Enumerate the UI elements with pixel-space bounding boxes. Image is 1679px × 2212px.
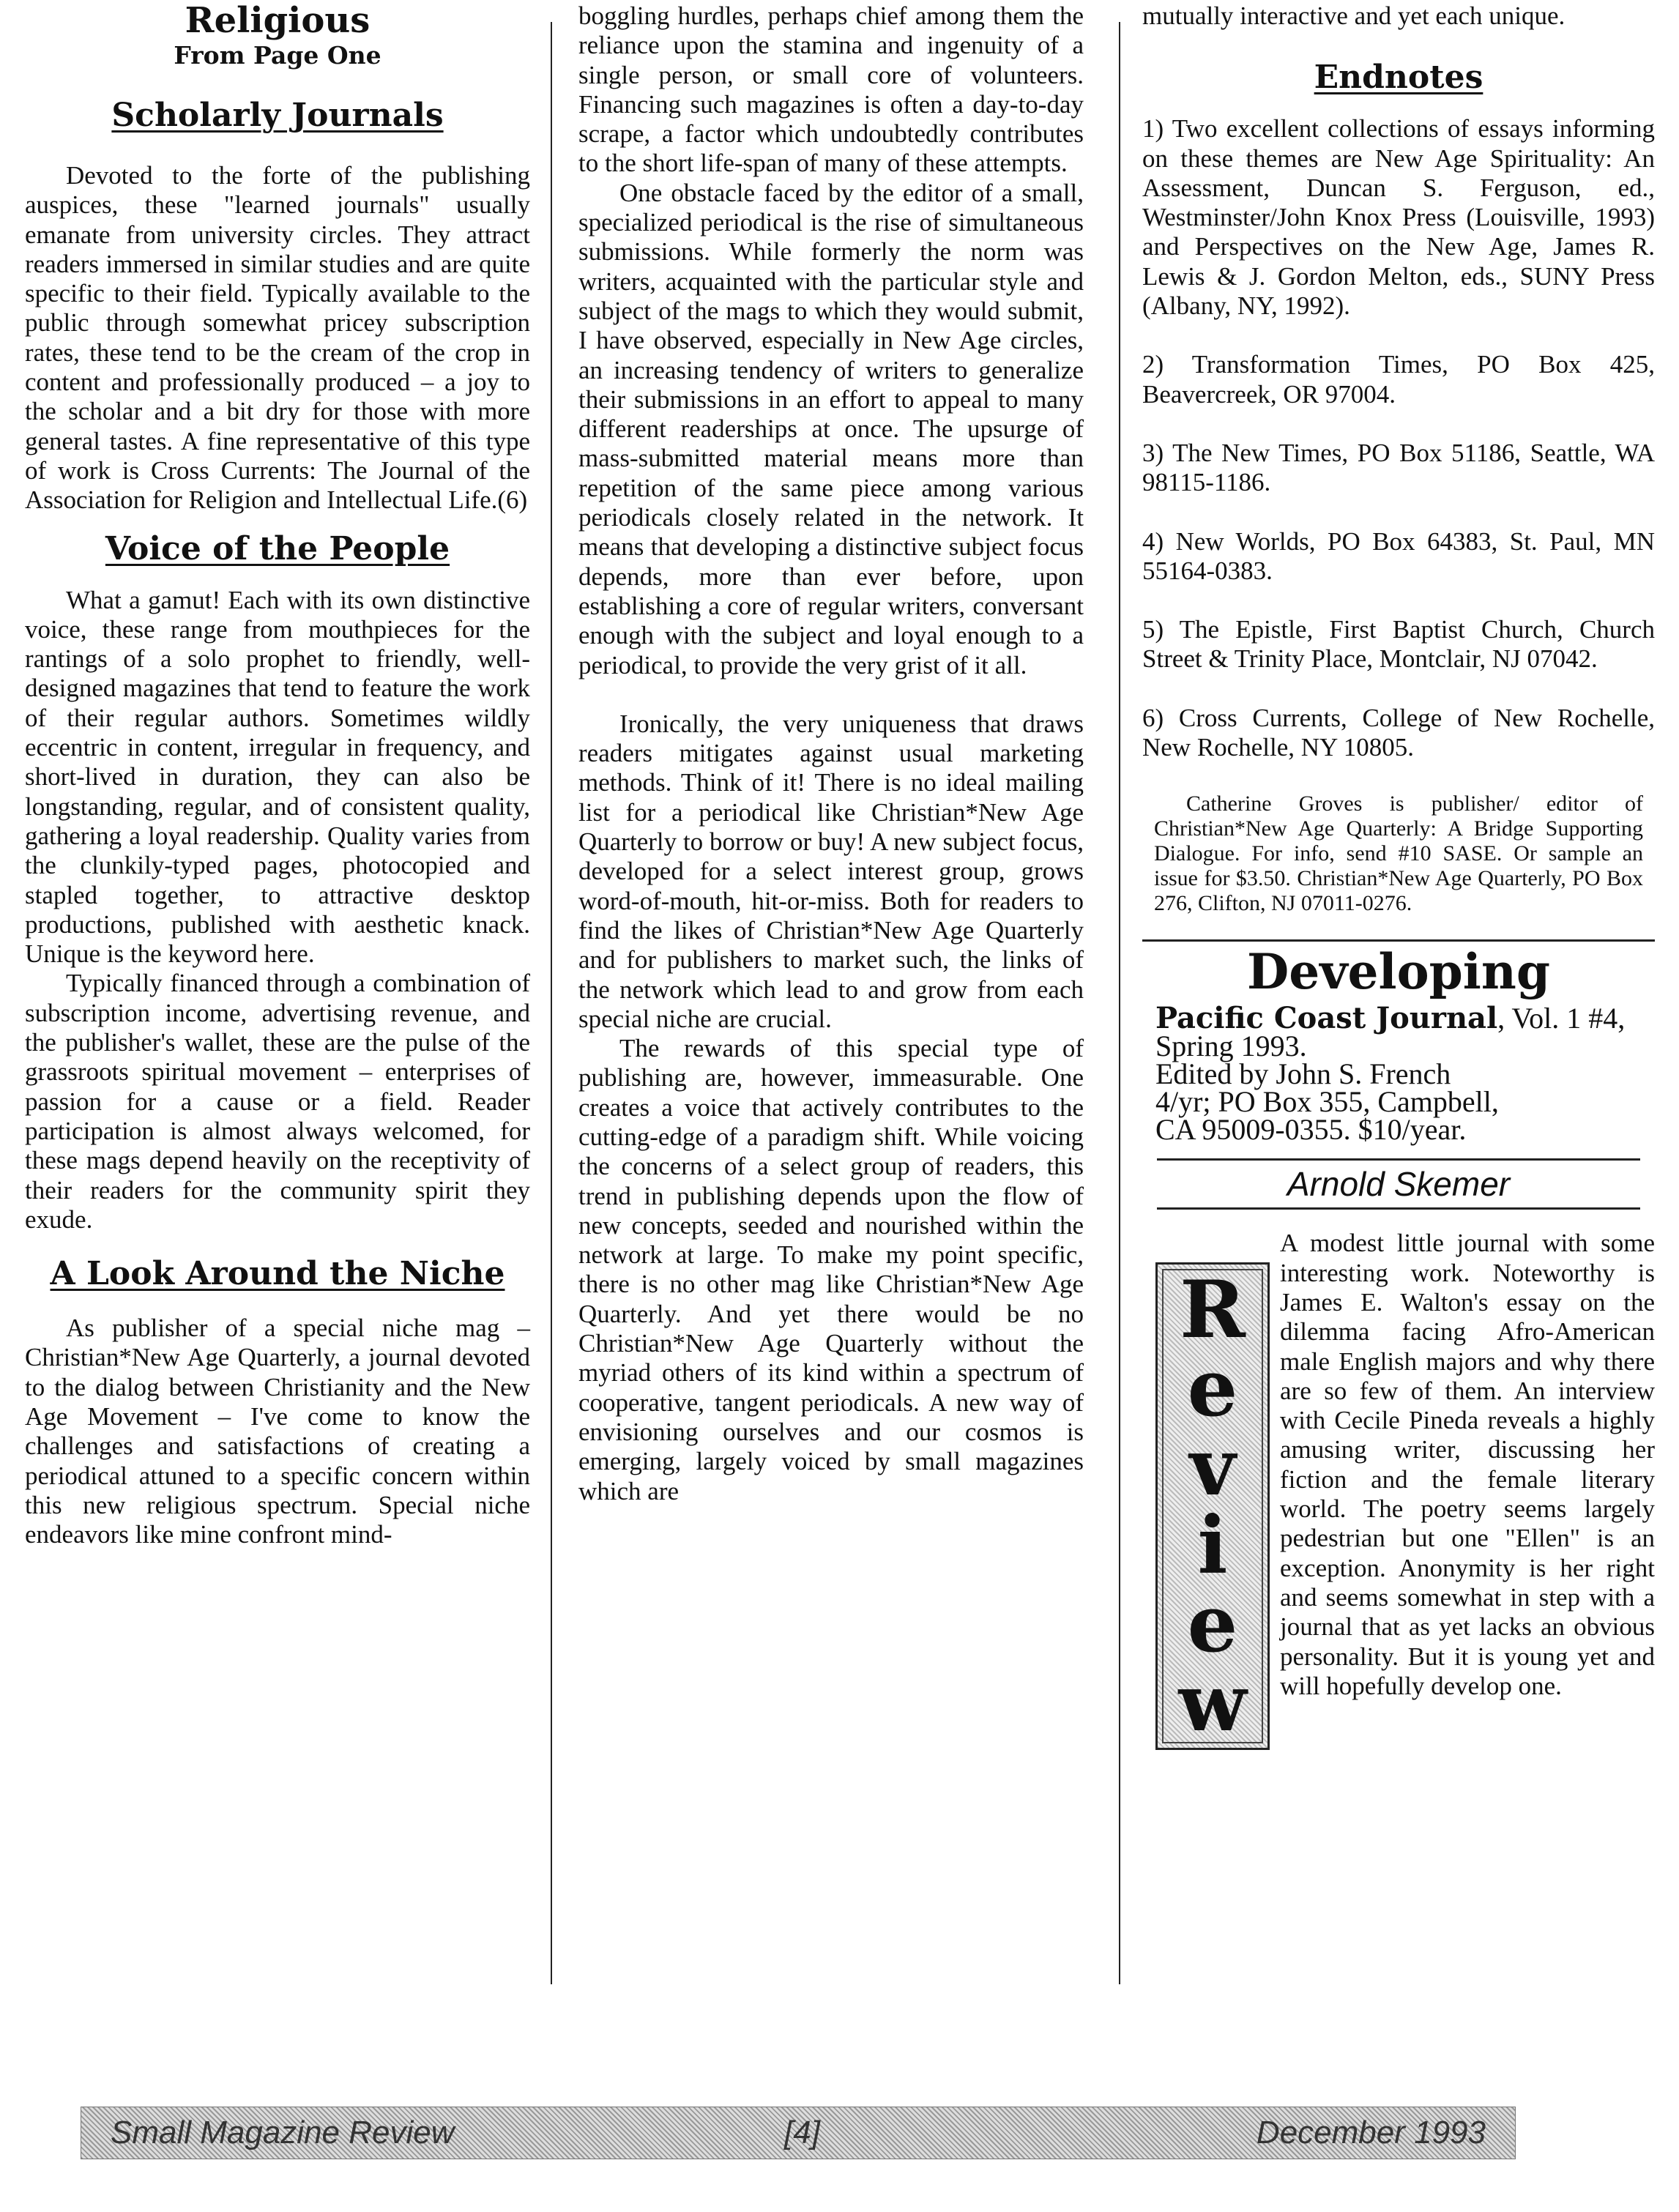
paragraph: As publisher of a special niche mag – Christian*New Age Quarterly, a journal devoted to the dialog between Christianity and the New Age Movement – I've come to know the challenges and satisfactions of creating a periodical attuned to a specific concern within this new religious spectrum. Special niche endeavors like mine confront mind-	[25, 1314, 530, 1549]
section-title-scholarly: Scholarly Journals	[111, 97, 444, 134]
paragraph: Devoted to the forte of the publishing auspices, these "learned journals" usually emanate from university circles. They attract readers immersed in similar studies and are quite specific to their field. Typically available to the public through somewhat pricey subscription rates, these tend to be the cream of the crop in content and professionally produced – a joy to the scholar and a bit dry for those with more general tastes. A fine representative of this type of work is Cross Currents: The Journal of the Association for Religion and Intellectual Life.(6)	[25, 161, 530, 515]
endnote-item: 2) Transformation Times, PO Box 425, Beavercreek, OR 97004.	[1142, 350, 1655, 409]
endnote-item: 5) The Epistle, First Baptist Church, Church Street & Trinity Place, Montclair, NJ 07042.	[1142, 615, 1655, 674]
endnote-item: 6) Cross Currents, College of New Rochelle, New Rochelle, NY 10805.	[1142, 703, 1655, 762]
column-2	[578, 0, 1084, 1506]
footer-publication: Small Magazine Review	[111, 2115, 455, 2150]
paragraph: The rewards of this special type of publishing are, however, immeasurable. One creates a voice that actively contributes to the cutting-edge of a paradigm shift. While voicing the concerns of a select group of readers, this trend in publishing depends upon the flow of new concepts, seeded and nourished within the network at large. To make my point specific, there is no other mag like Christian*New Age Quarterly. And yet there would be no Christian*New Age Quarterly without the myriad others of its kind within a spectrum of cooperative, tangent periodicals. A new way of envisioning ourselves and our cosmos is emerging, largely voiced by small magazines which are	[578, 1034, 1084, 1505]
article-heading: Religious	[185, 0, 371, 41]
column-divider	[1119, 22, 1120, 1984]
column-divider	[551, 22, 552, 1984]
paragraph: Ironically, the very uniqueness that draws readers mitigates against usual marketing methods. Think of it! There is no ideal mailing list for a periodical like Christian*New Age Quarterly to borrow or buy! A new subject focus, developed for a select interest group, grows word-of-mouth, hit-or-miss. Both for readers to find the likes of Christian*New Age Quarterly and for publishers to market such, the links of the network which lead to and grow from each special niche are crucial.	[578, 709, 1084, 1033]
page-footer	[81, 2107, 1516, 2159]
paragraph: boggling hurdles, perhaps chief among them the reliance upon the stamina and ingenuity of a single person, or small core of volunteers. Financing such magazines is often a day-to-day scrape, a factor which undoubtedly contributes to the short life-span of many of these attempts.	[578, 1, 1084, 178]
column-3-lead: mutually interactive and yet each unique.	[1142, 1, 1566, 30]
endnote-item: 1) Two excellent collections of essays informing on these themes are New Age Spirituality: An Assessment, Duncan S. Ferguson, ed., Westminster/John Knox Press (Louisville, 1993) and Perspectives on the New Age, James R. Lewis & J. Gordon Melton, eds., SUNY Press (Albany, NY, 1992).	[1142, 114, 1655, 321]
section-body-niche	[25, 1314, 530, 1549]
section-title-voice: Voice of the People	[105, 529, 450, 567]
endnote-item: 3) The New Times, PO Box 51186, Seattle, WA 98115-1186.	[1142, 438, 1655, 497]
endnotes-list	[1142, 114, 1655, 762]
footer-page-number: [4]	[784, 2115, 820, 2150]
reviewer-name: Arnold Skemer	[1157, 1158, 1640, 1210]
review-text: A modest little journal with some interesting work. Noteworthy is James E. Walton's essay on the dilemma facing Afro-American male English majors and why there are so few of them. An interview with Cecile Pineda reveals a highly amusing writer, discussing her fiction and the female literary world. The poetry seems largely pedestrian but one "Ellen" is an exception. Anonymity is her right and seems somewhat in step with a journal that as yet lacks an obvious personality. But it is young yet and will hopefully develop one.	[1280, 1229, 1655, 1700]
section-body-scholarly	[25, 161, 530, 515]
review-body	[1157, 1229, 1655, 1749]
endnotes-title: Endnotes	[1314, 59, 1483, 97]
section-title-niche: A Look Around the Niche	[50, 1255, 505, 1293]
paragraph: Typically financed through a combination of subscription income, advertising revenue, and the publisher's wallet, these are the pulse of the grassroots spiritual movement – enterprises of passion for a cause or a field. Reader participation is almost always welcomed, for these mags depend heavily on the receptivity of their readers for the community spirit they exude.	[25, 969, 530, 1234]
review-badge: R e v i e w	[1155, 1262, 1270, 1750]
author-bio: Catherine Groves is publisher/ editor of Christian*New Age Quarterly: A Bridge Supporting Dialogue. For info, send #10 SASE. Or sample an issue for $3.50. Christian*New Age Quarterly, PO Box 276, Clifton, NJ 07011-0276.	[1154, 792, 1643, 916]
article-subheading: From Page One	[174, 41, 381, 70]
footer-date: December 1993	[1256, 2115, 1486, 2150]
section-body-voice	[25, 586, 530, 1235]
column-2-body	[578, 1, 1084, 1506]
column-3	[1142, 0, 1655, 1750]
column-1	[25, 0, 530, 1549]
journal-name: Pacific Coast Journal	[1155, 1001, 1498, 1036]
paragraph: One obstacle faced by the editor of a small, specialized periodical is the rise of simultaneous submissions. While formerly the norm was writers, acquainted with the particular style and subject of the mags to which they would submit, I have observed, especially in New Age circles, an increasing tendency of writers to generalize their submissions in an effort to appeal to many different readerships at once. The upsurge of mass-submitted material means more than repetition of the same piece among various periodicals closely related in the network. It means that developing a distinctive subject focus depends, more than ever before, upon establishing a core of regular writers, conversant enough with the subject and loyal enough to a periodical, to provide the very grist of it all.	[578, 178, 1084, 679]
review-listing: Pacific Coast Journal, Vol. 1 #4, Spring 1993. Edited by John S. French 4/yr; PO Box 355, Campbell, CA 95009-0355. $10/year.	[1155, 1001, 1626, 1147]
endnote-item: 4) New Worlds, PO Box 64383, St. Paul, MN 55164-0383.	[1142, 526, 1655, 585]
paragraph: What a gamut! Each with its own distinctive voice, these range from mouthpieces for the rantings of a solo prophet to friendly, well-designed magazines that tend to feature the work of their regular authors. Sometimes wildly eccentric in content, irregular in frequency, and short-lived in duration, they can also be longstanding, regular, and of consistent quality, gathering a loyal readership. Quality varies from the clunkily-typed pages, photocopied and stapled together, to attractive desktop productions, published with aesthetic knack. Unique is the keyword here.	[25, 585, 530, 969]
review-section-title: Developing	[1142, 939, 1655, 997]
